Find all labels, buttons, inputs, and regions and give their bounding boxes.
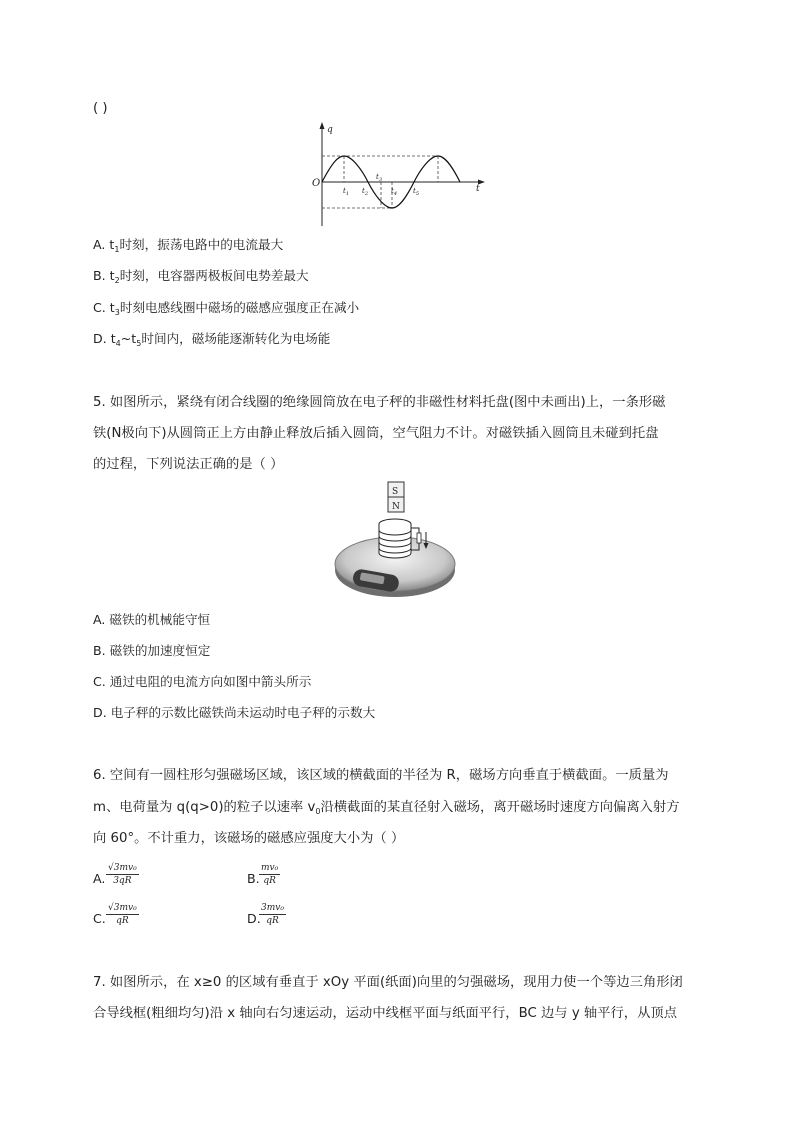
resistor	[417, 533, 421, 543]
q4-option-b: B. $t_2$时刻，电容器两极板间电势差最大	[93, 268, 309, 285]
t3-label: $t_3$	[376, 173, 383, 183]
t4-label: $t_4$	[391, 187, 398, 197]
q4-answer-paren: ( )	[93, 101, 108, 116]
q6-stem-line-3: 向 60°。不计重力，该磁场的磁感应强度大小为（ ）	[93, 831, 405, 846]
t1-label: $t_1$	[343, 187, 350, 197]
magnet-n-label: N	[392, 502, 400, 512]
q4-oscillation-graph	[310, 120, 490, 230]
q7-stem-line-2: 合导线框(粗细均匀)沿 x 轴向右匀速运动，运动中线框平面与纸面平行，BC 边与 y 轴平行，从顶点	[93, 1006, 677, 1021]
q5-stem-line-2: 铁(N极向下)从圆筒正上方由静止释放后插入圆筒，空气阻力不计。对磁铁插入圆筒且未碰到托盘	[93, 426, 659, 441]
q5-option-a: A. 磁铁的机械能守恒	[93, 612, 211, 627]
q5-scale-magnet-figure	[333, 480, 463, 600]
q4-option-d: D. $t_4\sim t_5$时间内，磁场能逐渐转化为电场能	[93, 331, 331, 348]
origin-label: O	[312, 178, 321, 189]
q5-option-c: C. 通过电阻的电流方向如图中箭头所示	[93, 674, 312, 689]
q-axis-arrow	[320, 122, 325, 129]
q4-option-c: C. $t_3$时刻电感线圈中磁场的磁感应强度正在减小	[93, 300, 360, 317]
q6-option-a-label: A.	[93, 871, 106, 886]
q6-option-d-label: D.	[247, 911, 261, 926]
q6-option-b-fraction: $\frac{\text{mv₀}}{qR}$	[261, 863, 279, 886]
q7-stem-line-1: 7. 如图所示，在 x≥0 的区域有垂直于 xOy 平面(纸面)向里的匀强磁场，现用力使一个等边三角形闭	[93, 975, 683, 990]
t-axis-label: t	[476, 184, 480, 194]
q5-stem-line-1: 5. 如图所示，紧绕有闭合线圈的绝缘圆筒放在电子秤的非磁性材料托盘(图中未画出)上，一条形磁	[93, 395, 666, 410]
q6-option-c-fraction: $\frac{\text{√3mv₀}}{qR}$	[108, 903, 137, 926]
magnet-s-label: S	[392, 487, 399, 497]
q6-stem-line-2: m、电荷量为 q(q>0)的粒子以速率 $v_0$沿横截面的某直径射入磁场，离开磁场时速度方向偏离入射方	[93, 800, 680, 816]
q6-stem-line-1: 6. 空间有一圆柱形匀强磁场区域，该区域的横截面的半径为 R，磁场方向垂直于横截面。一质量为	[93, 768, 669, 783]
t5-label: $t_5$	[413, 187, 420, 197]
q-axis-label: q	[327, 125, 333, 135]
q6-option-d-fraction: $\frac{\text{3mv₀}}{qR}$	[261, 903, 284, 926]
q6-option-b-label: B.	[247, 871, 260, 886]
q5-stem-line-3: 的过程，下列说法正确的是（ ）	[93, 457, 284, 472]
q5-option-b: B. 磁铁的加速度恒定	[93, 643, 211, 658]
q4-option-a: A. $t_1$时刻，振荡电路中的电流最大	[93, 237, 284, 254]
t2-label: $t_2$	[362, 187, 369, 197]
q6-option-a-fraction: $\frac{\text{√3mv₀}}{3qR}$	[108, 863, 137, 886]
q5-option-d: D. 电子秤的示数比磁铁尚未运动时电子秤的示数大	[93, 705, 376, 720]
q6-option-c-label: C.	[93, 911, 106, 926]
